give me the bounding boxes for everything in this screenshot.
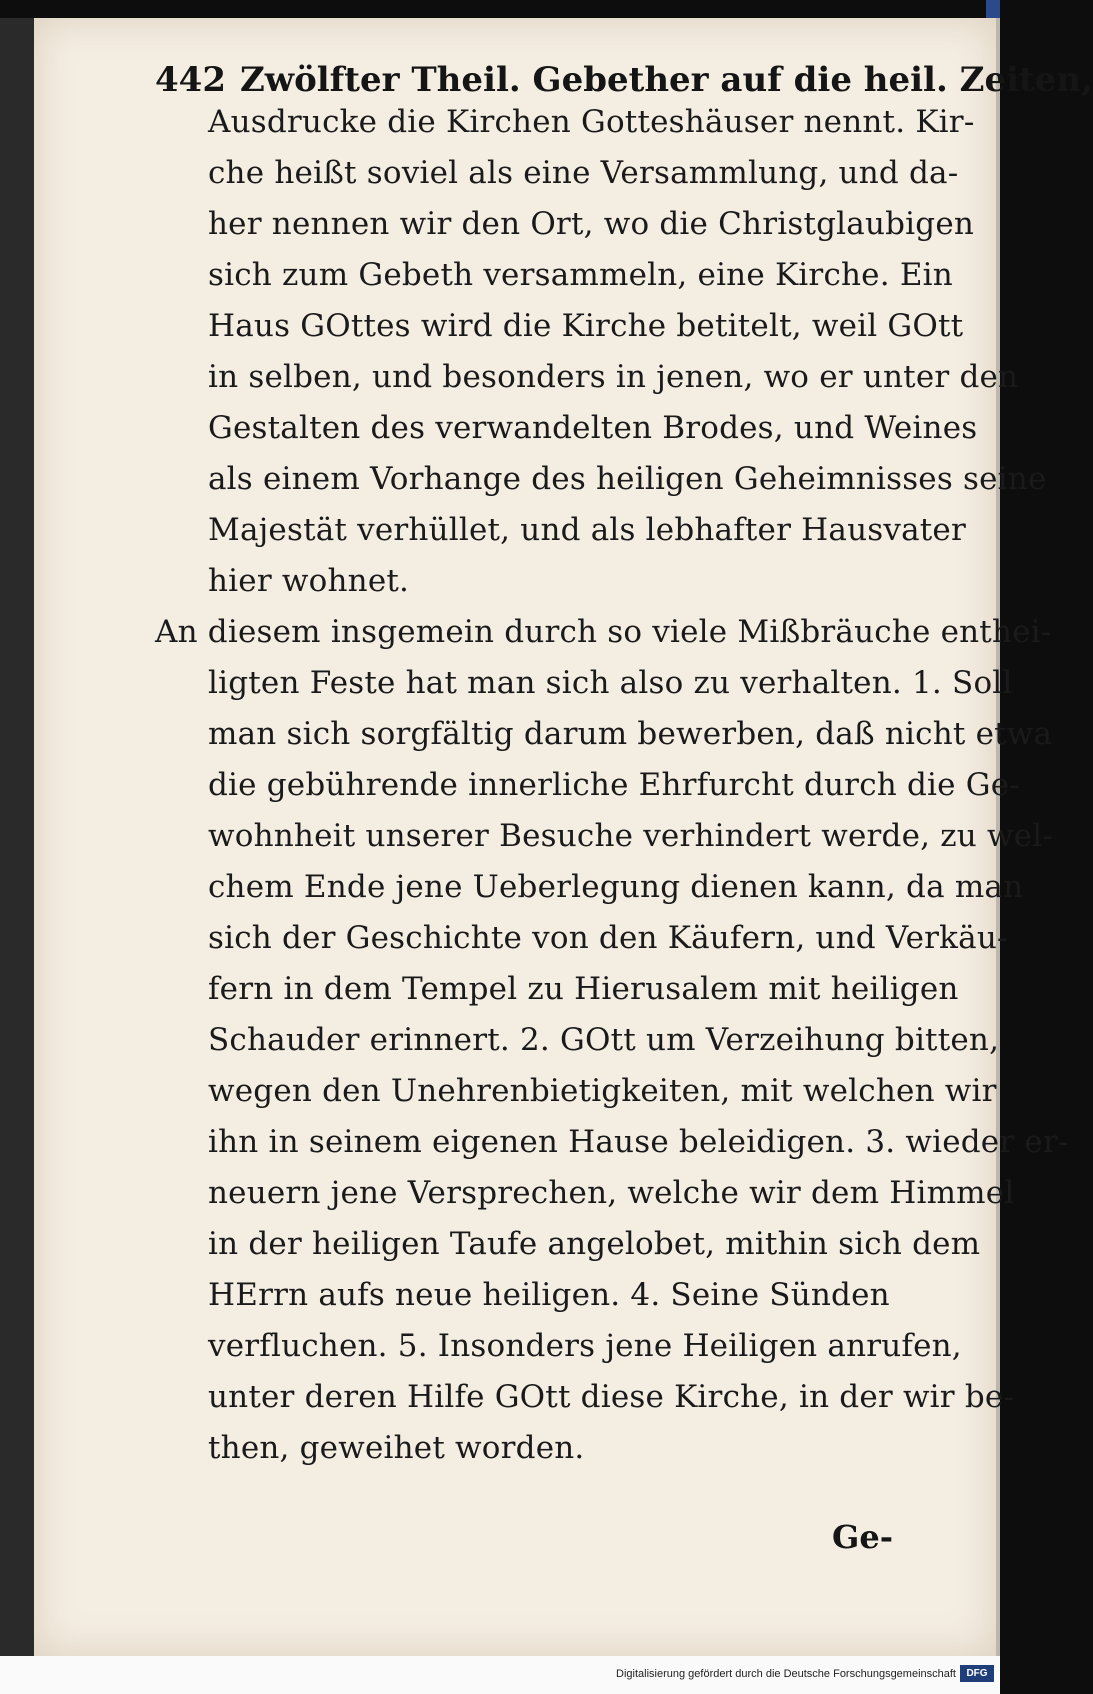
text-line: sich zum Gebeth versammeln, eine Kirche. Ein: [208, 257, 953, 293]
text-line: die gebührende innerliche Ehrfurcht durch die Ge-: [208, 767, 1020, 803]
text-line: wohnheit unserer Besuche verhindert werde, zu wel-: [208, 818, 1054, 854]
text-line: unter deren Hilfe GOtt diese Kirche, in der wir be-: [208, 1379, 1015, 1415]
text-line: che heißt soviel als eine Versammlung, und da-: [208, 155, 959, 191]
digitization-credit: Digitalisierung gefördert durch die Deutsche Forschungsgemeinschaft: [616, 1668, 956, 1680]
running-header: [155, 60, 1093, 100]
dfg-logo: DFG: [960, 1665, 994, 1682]
text-line: Ausdrucke die Kirchen Gotteshäuser nennt. Kir-: [208, 104, 975, 140]
text-line: wegen den Unehrenbietigkeiten, mit welchen wir: [208, 1073, 997, 1109]
running-title: Zwölfter Theil. Gebether auf die heil. Zeiten,: [239, 60, 1093, 100]
paragraph-start-line: An diesem insgemein durch so viele Mißbräuche enthei-: [155, 614, 1052, 650]
text-line: verfluchen. 5. Insonders jene Heiligen anrufen,: [208, 1328, 962, 1364]
text-line: ihn in seinem eigenen Hause beleidigen. 3. wieder er-: [208, 1124, 1069, 1160]
text-line: in selben, und besonders in jenen, wo er unter den: [208, 359, 1019, 395]
text-line: Haus GOttes wird die Kirche betitelt, weil GOtt: [208, 308, 964, 344]
text-line: in der heiligen Taufe angelobet, mithin sich dem: [208, 1226, 981, 1262]
text-line: HErrn aufs neue heiligen. 4. Seine Sünden: [208, 1277, 890, 1313]
text-line: her nennen wir den Ort, wo die Christglaubigen: [208, 206, 975, 242]
scan-edge-marker: [986, 0, 1000, 18]
text-line: Schauder erinnert. 2. GOtt um Verzeihung bitten,: [208, 1022, 1000, 1058]
text-line: als einem Vorhange des heiligen Geheimnisses seine: [208, 461, 1047, 497]
text-line: Majestät verhüllet, und als lebhafter Hausvater: [208, 512, 966, 548]
text-line: chem Ende jene Ueberlegung dienen kann, da man: [208, 869, 1024, 905]
catchword: Ge-: [832, 1518, 893, 1556]
text-line: neuern jene Versprechen, welche wir dem Himmel: [208, 1175, 1015, 1211]
text-line: fern in dem Tempel zu Hierusalem mit heiligen: [208, 971, 959, 1007]
page-number: 442: [155, 60, 226, 100]
text-line: sich der Geschichte von den Käufern, und Verkäu-: [208, 920, 1008, 956]
text-line: ligten Feste hat man sich also zu verhalten. 1. Soll: [208, 665, 1013, 701]
text-line: then, geweihet worden.: [208, 1430, 585, 1466]
scan-gutter: [0, 18, 34, 1656]
text-line: Gestalten des verwandelten Brodes, und Weines: [208, 410, 978, 446]
text-line: hier wohnet.: [208, 563, 410, 599]
text-line: man sich sorgfältig darum bewerben, daß nicht etwa: [208, 716, 1053, 752]
